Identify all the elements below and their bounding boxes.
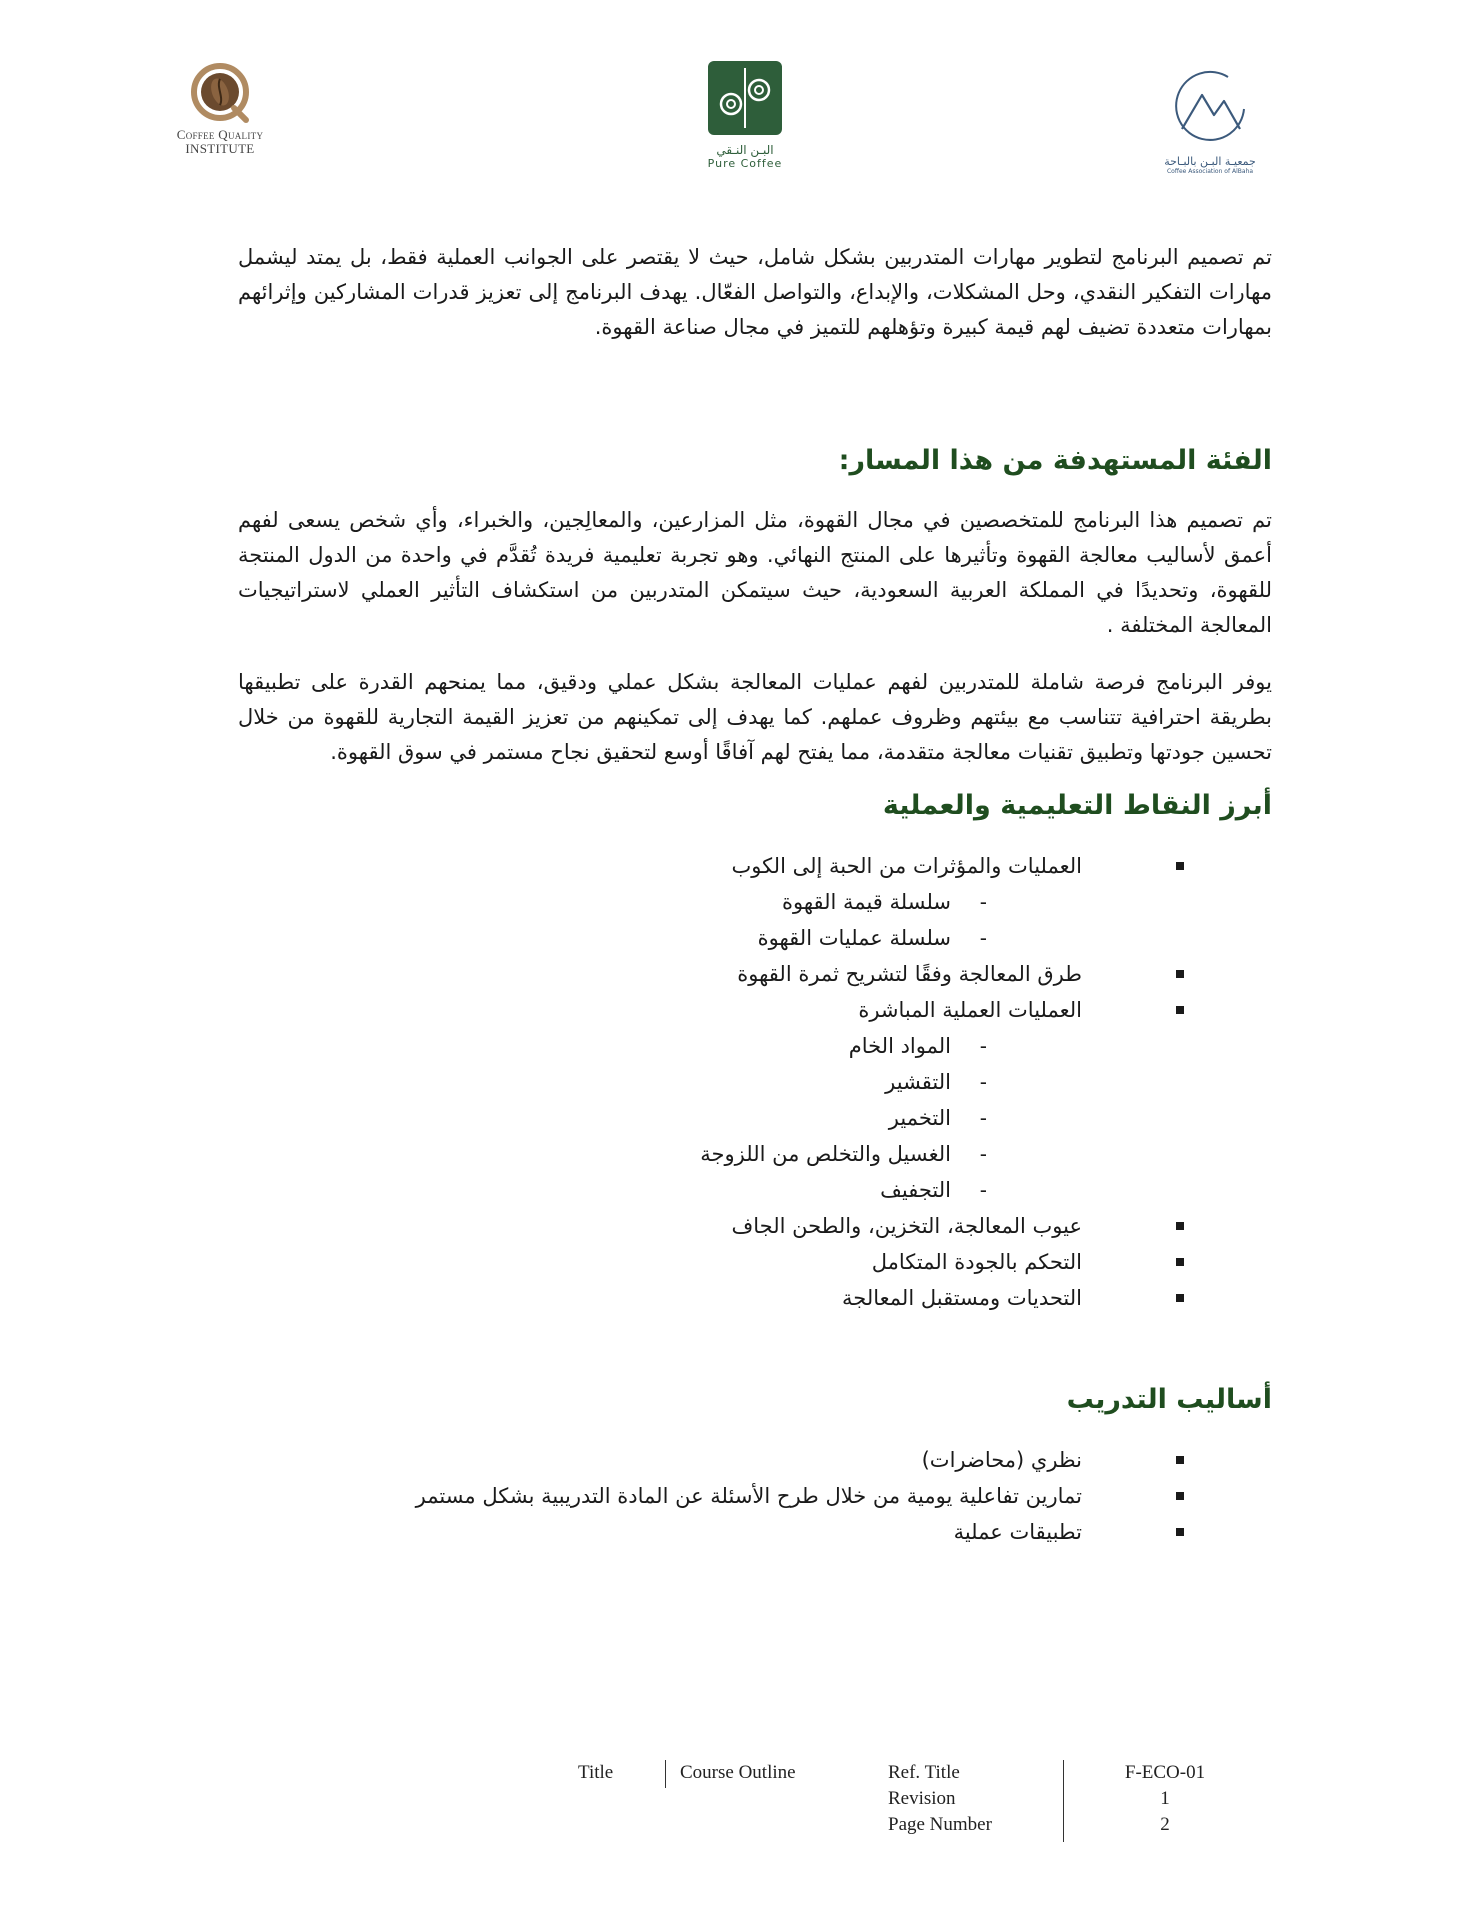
footer-ref-title-value: F-ECO-01 <box>1124 1762 1206 1783</box>
list-item: العمليات والمؤثرات من الحبة إلى الكوب - سلسلة قيمة القهوة - سلسلة عمليات القهوة <box>238 848 1272 956</box>
list-item: التحكم بالجودة المتكامل <box>238 1244 1272 1280</box>
square-bullet-icon <box>1176 1006 1184 1014</box>
highlights-list <box>238 848 1272 1316</box>
list-item: نظري (محاضرات) <box>238 1442 1272 1478</box>
footer-title-value: Course Outline <box>680 1762 796 1783</box>
sub-list-item: - سلسلة قيمة القهوة <box>781 890 987 914</box>
sub-list-item: - التخمير <box>888 1106 987 1130</box>
square-bullet-icon <box>1176 1258 1184 1266</box>
albaha-association-logo <box>1145 65 1275 175</box>
cqi-logo-line2: INSTITUTE <box>185 141 255 156</box>
training-methods-list <box>238 1442 1272 1550</box>
list-item: طرق المعالجة وفقًا لتشريح ثمرة القهوة <box>238 956 1272 992</box>
pure-coffee-logo <box>690 60 800 170</box>
square-bullet-icon <box>1176 1294 1184 1302</box>
sub-list-item: - سلسلة عمليات القهوة <box>757 926 987 950</box>
footer-revision-label: Revision <box>888 1788 956 1809</box>
footer-revision-value: 1 <box>1160 1788 1170 1809</box>
square-bullet-icon <box>1176 1456 1184 1464</box>
target-paragraph-1: تم تصميم هذا البرنامج للمتخصصين في مجال القهوة، مثل المزارعين، والمعالِجين، والخبراء، وأي شخص يسعى لفهم أعمق لأساليب معالجة القهوة وتأثيرها على المنتج النهائي. وهو تجربة تعليمية فريدة تُقدَّم في واحدة من الدول المنتجة للقهوة، وتحديدًا في المملكة العربية السعودية، حيث سيتمكن المتدربين من استكشاف التأثير العملي لاستراتيجيات المعالجة المختلفة . <box>238 508 1272 637</box>
albaha-association-english: Coffee Association of AlBaha <box>1166 168 1254 175</box>
footer-page-value: 2 <box>1160 1814 1170 1835</box>
sub-list-item: - التجفيف <box>880 1178 987 1202</box>
sub-list-item: - الغسيل والتخلص من اللزوجة <box>700 1142 987 1166</box>
target-paragraph-2: يوفر البرنامج فرصة شاملة للمتدربين لفهم عمليات المعالجة بشكل عملي ودقيق، مما يمنحهم القدرة على تطبيقها بطريقة احترافية تتناسب مع بيئتهم وظروف عملهم. كما يهدف إلى تمكينهم من تعزيز القيمة التجارية للقهوة من خلال تحسين جودتها وتطبيق تقنيات معالجة متقدمة، مما يفتح لهم آفاقًا أوسع لتحقيق نجاح مستمر في سوق القهوة. <box>238 670 1272 764</box>
pure-coffee-english: Pure Coffee <box>707 157 783 170</box>
coffee-bean-square-icon <box>707 60 783 136</box>
list-item: التحديات ومستقبل المعالجة <box>238 1280 1272 1316</box>
highlights-heading: أبرز النقاط التعليمية والعملية <box>882 790 1272 821</box>
sub-list-item: - المواد الخام <box>848 1034 987 1058</box>
footer-page-label: Page Number <box>888 1814 992 1835</box>
page-footer <box>0 1760 1484 1860</box>
square-bullet-icon <box>1176 970 1184 978</box>
footer-divider <box>1063 1760 1064 1842</box>
pure-coffee-arabic: البـن النـقي <box>716 143 774 157</box>
cqi-logo <box>155 62 285 156</box>
square-bullet-icon <box>1176 1492 1184 1500</box>
sub-list <box>238 1028 1082 1208</box>
list-item: العمليات العملية المباشرة - المواد الخام - التقشير - التخمير - الغسيل والتخلص من اللزوجة - التجفيف <box>238 992 1272 1208</box>
square-bullet-icon <box>1176 1528 1184 1536</box>
square-bullet-icon <box>1176 1222 1184 1230</box>
sub-list-item: - التقشير <box>885 1070 987 1094</box>
document-body <box>238 240 1272 1550</box>
cqi-logo-line1: Coffee Quality <box>176 127 264 142</box>
albaha-association-arabic: جمعيـة البـن بالبـاحة <box>1164 155 1256 168</box>
list-item: تطبيقات عملية <box>238 1514 1272 1550</box>
square-bullet-icon <box>1176 862 1184 870</box>
list-item: تمارين تفاعلية يومية من خلال طرح الأسئلة عن المادة التدريبية بشكل مستمر <box>238 1478 1272 1514</box>
sub-list <box>238 884 1082 956</box>
target-audience-heading: الفئة المستهدفة من هذا المسار: <box>838 445 1272 476</box>
list-item: عيوب المعالجة، التخزين، والطحن الجاف <box>238 1208 1272 1244</box>
intro-paragraph: تم تصميم البرنامج لتطوير مهارات المتدربين بشكل شامل، حيث لا يقتصر على الجوانب العملية فقط، بل يمتد ليشمل مهارات التفكير النقدي، وحل المشكلات، والإبداع، والتواصل الفعّال. يهدف البرنامج إلى تعزيز قدرات المشاركين وإثرائهم بمهارات متعددة تضيف لهم قيمة كبيرة وتؤهلهم للتميز في مجال صناعة القهوة. <box>238 245 1272 339</box>
footer-title-label: Title <box>578 1762 614 1783</box>
footer-divider <box>665 1760 666 1788</box>
training-methods-heading: أساليب التدريب <box>1066 1384 1272 1415</box>
coffee-bean-q-icon <box>190 62 250 124</box>
footer-ref-title-label: Ref. Title <box>888 1762 960 1783</box>
mountains-circle-icon <box>1168 65 1252 149</box>
